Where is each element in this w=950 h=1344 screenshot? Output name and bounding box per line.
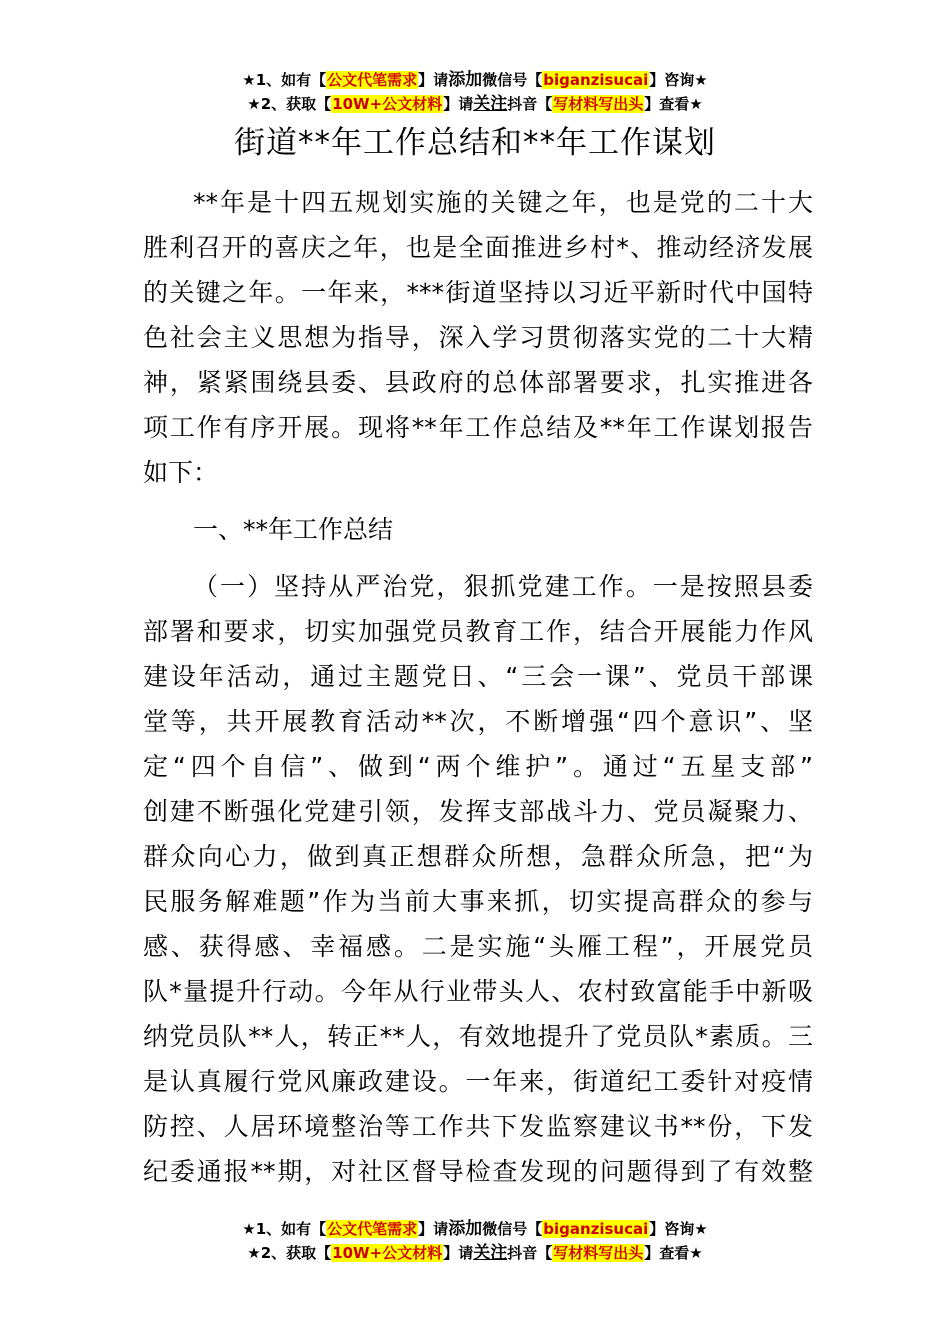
banner-highlight: 公文代笔需求 xyxy=(327,71,418,89)
banner-text: 】请 xyxy=(418,71,449,89)
banner-emphasis: 关注 xyxy=(473,94,508,114)
paragraph-line: （一）坚持从严治党，狠抓党建工作。一是按照县委 xyxy=(193,572,813,601)
section-heading-text: 一、**年工作总结 xyxy=(193,515,394,544)
document-title: 街道**年工作总结和**年工作谋划 xyxy=(234,125,716,161)
spacer xyxy=(143,552,813,564)
section-paragraph xyxy=(143,564,813,1194)
banner-highlight: 写材料写出头 xyxy=(553,1244,644,1262)
paragraph-line: 部署和要求，切实加强党员教育工作，结合开展能力作风 xyxy=(143,617,813,646)
banner-line-2 xyxy=(0,92,950,116)
paragraph-line: 如下： xyxy=(143,458,219,487)
bottom-banner xyxy=(0,1217,950,1265)
paragraph-line: 定“四个自信”、做到“两个维护”。通过“五星支部” xyxy=(143,752,813,781)
spacer xyxy=(143,495,813,507)
banner-text: 抖音【 xyxy=(507,1244,553,1262)
banner-text: ★1、如有【 xyxy=(242,1220,327,1238)
paragraph-line: 色社会主义思想为指导，深入学习贯彻落实党的二十大精 xyxy=(143,323,813,352)
banner-line-1 xyxy=(0,1217,950,1241)
banner-text: 微信号【 xyxy=(482,71,543,89)
paragraph-line: 是认真履行党风廉政建设。一年来，街道纪工委针对疫情 xyxy=(143,1067,813,1096)
banner-highlight: biganzisucai xyxy=(543,71,649,89)
document-body xyxy=(143,180,813,1194)
paragraph-line: 纳党员队**人，转正**人，有效地提升了党员队*素质。三 xyxy=(143,1022,813,1051)
banner-highlight: 写材料写出头 xyxy=(553,95,644,113)
banner-line-2 xyxy=(0,1241,950,1265)
paragraph-line: 感、获得感、幸福感。二是实施“头雁工程”，开展党员 xyxy=(143,932,813,961)
paragraph-line: 的关键之年。一年来，***街道坚持以习近平新时代中国特 xyxy=(143,278,813,307)
section-heading xyxy=(143,507,813,552)
banner-text: 】请 xyxy=(443,95,474,113)
banner-text: 】请 xyxy=(443,1244,474,1262)
banner-text: 抖音【 xyxy=(507,95,553,113)
banner-text: 】查看★ xyxy=(644,95,703,113)
paragraph-line: 防控、人居环境整治等工作共下发监察建议书**份，下发 xyxy=(143,1112,813,1141)
banner-text: 】请 xyxy=(418,1220,449,1238)
banner-text: ★1、如有【 xyxy=(242,71,327,89)
paragraph-line: 项工作有序开展。现将**年工作总结及**年工作谋划报告 xyxy=(143,413,813,442)
banner-text: ★2、获取【 xyxy=(247,1244,332,1262)
banner-text: 】咨询★ xyxy=(649,1220,708,1238)
banner-line-1 xyxy=(0,68,950,92)
paragraph-line: 队*量提升行动。今年从行业带头人、农村致富能手中新吸 xyxy=(143,977,813,1006)
paragraph-line: 纪委通报**期，对社区督导检查发现的问题得到了有效整 xyxy=(143,1157,813,1186)
paragraph-line: 神，紧紧围绕县委、县政府的总体部署要求，扎实推进各 xyxy=(143,368,813,397)
paragraph-line: **年是十四五规划实施的关键之年，也是党的二十大 xyxy=(193,188,813,217)
top-banner xyxy=(0,68,950,116)
banner-highlight: 公文代笔需求 xyxy=(327,1220,418,1238)
paragraph-line: 堂等，共开展教育活动**次，不断增强“四个意识”、坚 xyxy=(143,707,813,736)
paragraph-line: 创建不断强化党建引领，发挥支部战斗力、党员凝聚力、 xyxy=(143,797,813,826)
paragraph-line: 胜利召开的喜庆之年，也是全面推进乡村*、推动经济发展 xyxy=(143,233,813,262)
banner-highlight: 10W+公文材料 xyxy=(332,95,443,113)
banner-text: 微信号【 xyxy=(482,1220,543,1238)
intro-paragraph xyxy=(143,180,813,495)
banner-emphasis: 添加 xyxy=(448,1219,483,1239)
paragraph-line: 民服务解难题”作为当前大事来抓，切实提高群众的参与 xyxy=(143,887,813,916)
banner-highlight: 10W+公文材料 xyxy=(332,1244,443,1262)
banner-emphasis: 关注 xyxy=(473,1243,508,1263)
banner-highlight: biganzisucai xyxy=(543,1220,649,1238)
banner-text: 】咨询★ xyxy=(649,71,708,89)
paragraph-line: 建设年活动，通过主题党日、“三会一课”、党员干部课 xyxy=(143,662,813,691)
paragraph-line: 群众向心力，做到真正想群众所想，急群众所急，把“为 xyxy=(143,842,813,871)
banner-emphasis: 添加 xyxy=(448,70,483,90)
banner-text: 】查看★ xyxy=(644,1244,703,1262)
banner-text: ★2、获取【 xyxy=(247,95,332,113)
